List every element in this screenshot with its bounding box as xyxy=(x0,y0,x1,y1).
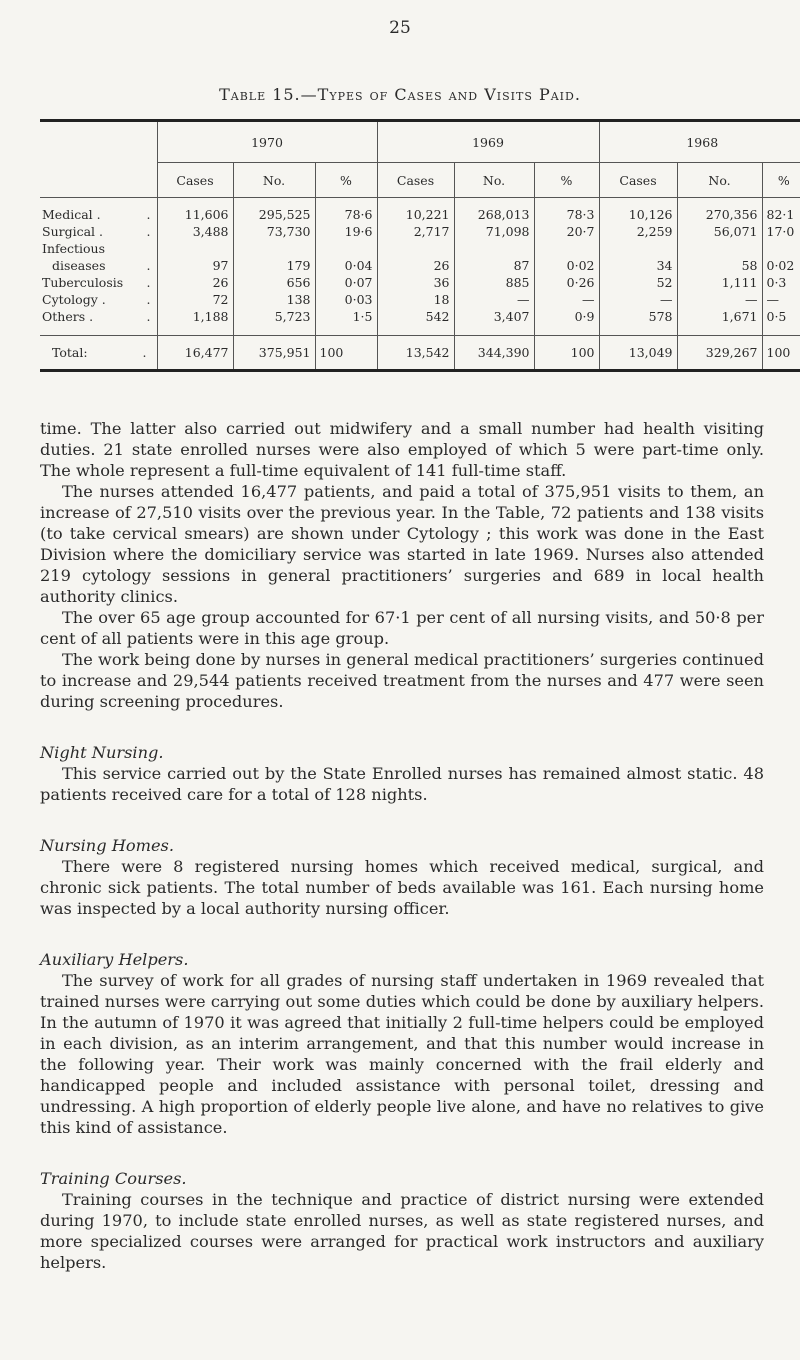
row-label: Tuberculosis . xyxy=(40,274,157,291)
table-cell: — xyxy=(677,291,762,308)
table-cell: 179 xyxy=(233,257,315,274)
table-row xyxy=(40,223,800,240)
table-cell: 72 xyxy=(157,291,233,308)
table-cell: 656 xyxy=(233,274,315,291)
table-cell: 1,188 xyxy=(157,308,233,336)
row-label: Medical . . xyxy=(40,198,157,224)
year-header: 1968 xyxy=(599,121,800,163)
col-header: No. xyxy=(454,163,534,198)
table-cell: 18 xyxy=(377,291,454,308)
cases-visits-table xyxy=(40,119,800,372)
table-cell: 52 xyxy=(599,274,677,291)
col-header: Cases xyxy=(377,163,454,198)
table-cell: 78·6 xyxy=(315,198,377,224)
table-cell: 1,671 xyxy=(677,308,762,336)
col-header: Cases xyxy=(599,163,677,198)
table-cell: 5,723 xyxy=(233,308,315,336)
paragraph: time. The latter also carried out midwifery and a small number had health visiting duties. 21 state enrolled nurses were also employed of which 5 were part-time only. The whole represent a full-time equivalent of 141 full-time staff. xyxy=(40,419,764,480)
table-cell: 542 xyxy=(377,308,454,336)
table-cell xyxy=(315,240,377,257)
table-cell: 3,488 xyxy=(157,223,233,240)
table-cell: 87 xyxy=(454,257,534,274)
table-cell: 36 xyxy=(377,274,454,291)
year-header: 1970 xyxy=(157,121,377,163)
table-cell: — xyxy=(766,292,779,307)
table-row xyxy=(40,308,800,336)
col-header: % xyxy=(315,163,377,198)
table-cell: 20·7 xyxy=(534,223,599,240)
table-cell: 0·5 xyxy=(766,309,787,324)
total-label: Total: . xyxy=(40,336,157,371)
table-cell: 100 xyxy=(315,336,377,371)
table-cell: 268,013 xyxy=(454,198,534,224)
col-header: Cases xyxy=(157,163,233,198)
row-label: Surgical . . xyxy=(40,223,157,240)
body-text xyxy=(40,418,764,1273)
table-cell xyxy=(599,240,677,257)
table-cell: 1·5 xyxy=(315,308,377,336)
table-cell: 0·07 xyxy=(315,274,377,291)
col-header: % xyxy=(762,163,800,198)
table-cell: 13,049 xyxy=(599,336,677,371)
paragraph: The work being done by nurses in general medical practitioners’ surgeries continued to increase and 29,544 patients received treatment from the nurses and 477 were seen during screening procedures. xyxy=(40,650,764,711)
table-cell: 1,111 xyxy=(677,274,762,291)
table-cell: 26 xyxy=(377,257,454,274)
section-paragraph: This service carried out by the State Enrolled nurses has remained almost static. 48 patients received care for a total of 128 nights. xyxy=(40,764,764,804)
table-cell xyxy=(677,240,762,257)
paragraph: The nurses attended 16,477 patients, and paid a total of 375,951 visits to them, an increase of 27,510 visits over the previous year. In the Table, 72 patients and 138 visits (to take cervical smears) are shown under Cytology ; this work was done in the East Division where the domiciliary service was started in late 1969. Nurses also attended 219 cytology sessions in general practitioners’ surgeries and 689 in local health authority clinics. xyxy=(40,482,764,606)
table-cell: 82·1 xyxy=(766,207,795,222)
table-cell: — xyxy=(534,291,599,308)
section-heading: Nursing Homes. xyxy=(40,836,174,855)
table-cell xyxy=(534,240,599,257)
table-cell xyxy=(233,240,315,257)
row-label: Cytology . . xyxy=(40,291,157,308)
table-cell: 16,477 xyxy=(157,336,233,371)
table-cell: 270,356 xyxy=(677,198,762,224)
corner-cell xyxy=(40,121,157,163)
page-number: 25 xyxy=(389,18,411,38)
row-label: Infectious xyxy=(40,240,157,257)
table-cell: 885 xyxy=(454,274,534,291)
table-cell: 13,542 xyxy=(377,336,454,371)
table-cell: 295,525 xyxy=(233,198,315,224)
table-cell: 10,221 xyxy=(377,198,454,224)
table-row xyxy=(40,274,800,291)
table-cell: 78·3 xyxy=(534,198,599,224)
table-cell: 97 xyxy=(157,257,233,274)
table-cell: 100 xyxy=(762,336,800,371)
section-heading: Auxiliary Helpers. xyxy=(40,950,189,969)
table-cell: 100 xyxy=(534,336,599,371)
table-cell: 0·02 xyxy=(534,257,599,274)
table-cell xyxy=(377,240,454,257)
table-cell: 329,267 xyxy=(677,336,762,371)
section-paragraph: The survey of work for all grades of nursing staff undertaken in 1969 revealed that trained nurses were carrying out some duties which could be done by auxiliary helpers. In the autumn of 1970 it was agreed that initially 2 full-time helpers could be employed in each division, as an interim arrangement, and that this number would increase in the following year. Their work was mainly concerned with the frail elderly and handicapped people and included assistance with personal toilet, dressing and undressing. A high proportion of elderly people live alone, and have no relatives to give this kind of assistance. xyxy=(40,971,764,1137)
row-label: Others . . xyxy=(40,308,157,336)
table-cell: 0·3 xyxy=(766,275,787,290)
table-title: Table 15.—Types of Cases and Visits Paid. xyxy=(219,85,581,104)
row-label: diseases . xyxy=(40,257,157,274)
table-cell: 0·04 xyxy=(315,257,377,274)
section-heading: Training Courses. xyxy=(40,1169,187,1188)
table-cell: 10,126 xyxy=(599,198,677,224)
table-cell: 19·6 xyxy=(315,223,377,240)
section-paragraph: Training courses in the technique and practice of district nursing were extended during 1970, to include state enrolled nurses, as well as state registered nurses, and more specialized courses were arranged for practical work instructors and auxiliary helpers. xyxy=(40,1190,764,1272)
table-cell: 0·03 xyxy=(315,291,377,308)
table-cell: 26 xyxy=(157,274,233,291)
table-cell: 3,407 xyxy=(454,308,534,336)
paragraph: The over 65 age group accounted for 67·1 per cent of all nursing visits, and 50·8 per cent of all patients were in this age group. xyxy=(40,608,764,648)
table-cell: 375,951 xyxy=(233,336,315,371)
col-header: No. xyxy=(677,163,762,198)
table-cell xyxy=(157,240,233,257)
table-cell: 578 xyxy=(599,308,677,336)
table-cell: 71,098 xyxy=(454,223,534,240)
table-row xyxy=(40,240,800,257)
table-cell: 73,730 xyxy=(233,223,315,240)
table-cell: 344,390 xyxy=(454,336,534,371)
col-header: No. xyxy=(233,163,315,198)
table-row xyxy=(40,291,800,308)
table-cell xyxy=(454,240,534,257)
table-cell: 2,717 xyxy=(377,223,454,240)
table-row xyxy=(40,257,800,274)
table-cell: — xyxy=(454,291,534,308)
table-cell: 0·26 xyxy=(534,274,599,291)
table-cell: — xyxy=(599,291,677,308)
table-cell: 17·0 xyxy=(766,224,795,239)
table-cell: 0·02 xyxy=(766,258,795,273)
table-cell: 56,071 xyxy=(677,223,762,240)
year-header: 1969 xyxy=(377,121,599,163)
table-cell: 138 xyxy=(233,291,315,308)
table-cell: 11,606 xyxy=(157,198,233,224)
col-header: % xyxy=(534,163,599,198)
table-cell xyxy=(762,240,800,257)
table-cell: 58 xyxy=(677,257,762,274)
table-cell: 34 xyxy=(599,257,677,274)
section-paragraph: There were 8 registered nursing homes which received medical, surgical, and chronic sick patients. The total number of beds available was 161. Each nursing home was inspected by a local authority nursing officer. xyxy=(40,857,764,918)
section-heading: Night Nursing. xyxy=(40,743,164,762)
table-cell: 2,259 xyxy=(599,223,677,240)
table-cell: 0·9 xyxy=(534,308,599,336)
table-row xyxy=(40,198,800,224)
